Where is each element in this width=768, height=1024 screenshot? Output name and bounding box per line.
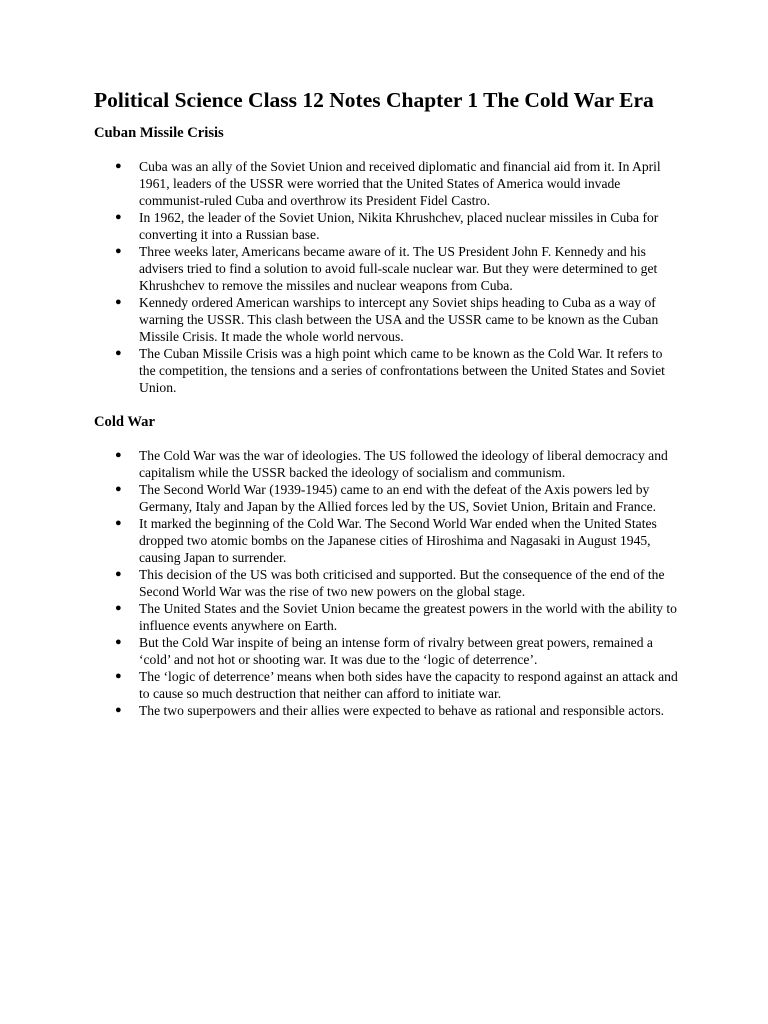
list-item-text: This decision of the US was both criticised and supported. But the consequence of the end of the Second World War was the rise of two new powers on the global stage.	[139, 567, 665, 599]
bullet-icon: ●	[115, 211, 122, 223]
list-item-text: The United States and the Soviet Union became the greatest powers in the world with the ability to influence events anywhere on Earth.	[139, 601, 677, 633]
bullet-icon: ●	[115, 636, 122, 648]
list-item	[94, 345, 678, 396]
bullet-icon: ●	[115, 296, 122, 308]
list-item-text: In 1962, the leader of the Soviet Union, Nikita Khrushchev, placed nuclear missiles in Cuba for converting it into a Russian base.	[139, 210, 659, 242]
section-cold-war	[94, 414, 678, 719]
list-item-text: The Cuban Missile Crisis was a high point which came to be known as the Cold War. It refers to the competition, the tensions and a series of confrontations between the United States and Soviet Union.	[139, 346, 665, 395]
list-item	[94, 634, 678, 668]
bullet-list	[94, 447, 678, 719]
list-item	[94, 566, 678, 600]
list-item	[94, 294, 678, 345]
bullet-icon: ●	[115, 602, 122, 614]
bullet-icon: ●	[115, 517, 122, 529]
bullet-list	[94, 158, 678, 396]
list-item-text: Kennedy ordered American warships to intercept any Soviet ships heading to Cuba as a way of warning the USSR. This clash between the USA and the USSR came to be known as the Cuban Missile Crisis. It made the whole world nervous.	[139, 295, 659, 344]
section-cuban-missile-crisis	[94, 125, 678, 396]
bullet-icon: ●	[115, 160, 122, 172]
list-item-text: Three weeks later, Americans became aware of it. The US President John F. Kennedy and his advisers tried to find a solution to avoid full-scale nuclear war. But they were determined to get Khrushchev to remove the missiles and nuclear weapons from Cuba.	[139, 244, 658, 293]
bullet-icon: ●	[115, 670, 122, 682]
bullet-icon: ●	[115, 245, 122, 257]
bullet-icon: ●	[115, 347, 122, 359]
list-item-text: The Second World War (1939-1945) came to an end with the defeat of the Axis powers led by Germany, Italy and Japan by the Allied forces led by the US, Soviet Union, Britain and France.	[139, 482, 657, 514]
bullet-icon: ●	[115, 704, 122, 716]
bullet-icon: ●	[115, 483, 122, 495]
section-heading: Cuban Missile Crisis	[94, 125, 224, 141]
list-item-text: It marked the beginning of the Cold War. The Second World War ended when the United States dropped two atomic bombs on the Japanese cities of Hiroshima and Nagasaki in August 1945, causing Japan to surrender.	[139, 516, 657, 565]
list-item	[94, 668, 678, 702]
page-title: Political Science Class 12 Notes Chapter 1 The Cold War Era	[94, 88, 654, 112]
list-item	[94, 481, 678, 515]
bullet-icon: ●	[115, 568, 122, 580]
list-item	[94, 600, 678, 634]
list-item-text: Cuba was an ally of the Soviet Union and received diplomatic and financial aid from it. In April 1961, leaders of the USSR were worried that the United States of America would invade communist-ruled Cuba and overthrow its President Fidel Castro.	[139, 159, 661, 208]
bullet-icon: ●	[115, 449, 122, 461]
list-item-text: The ‘logic of deterrence’ means when both sides have the capacity to respond against an attack and to cause so much destruction that neither can afford to initiate war.	[139, 669, 678, 701]
list-item	[94, 447, 678, 481]
list-item	[94, 515, 678, 566]
list-item	[94, 243, 678, 294]
list-item-text: The two superpowers and their allies were expected to behave as rational and responsible actors.	[139, 703, 665, 718]
list-item	[94, 158, 678, 209]
section-heading: Cold War	[94, 414, 155, 430]
list-item	[94, 209, 678, 243]
list-item-text: The Cold War was the war of ideologies. The US followed the ideology of liberal democracy and capitalism while the USSR backed the ideology of socialism and communism.	[139, 448, 668, 480]
list-item-text: But the Cold War inspite of being an intense form of rivalry between great powers, remained a ‘cold’ and not hot or shooting war. It was due to the ‘logic of deterrence’.	[139, 635, 653, 667]
list-item	[94, 702, 678, 719]
